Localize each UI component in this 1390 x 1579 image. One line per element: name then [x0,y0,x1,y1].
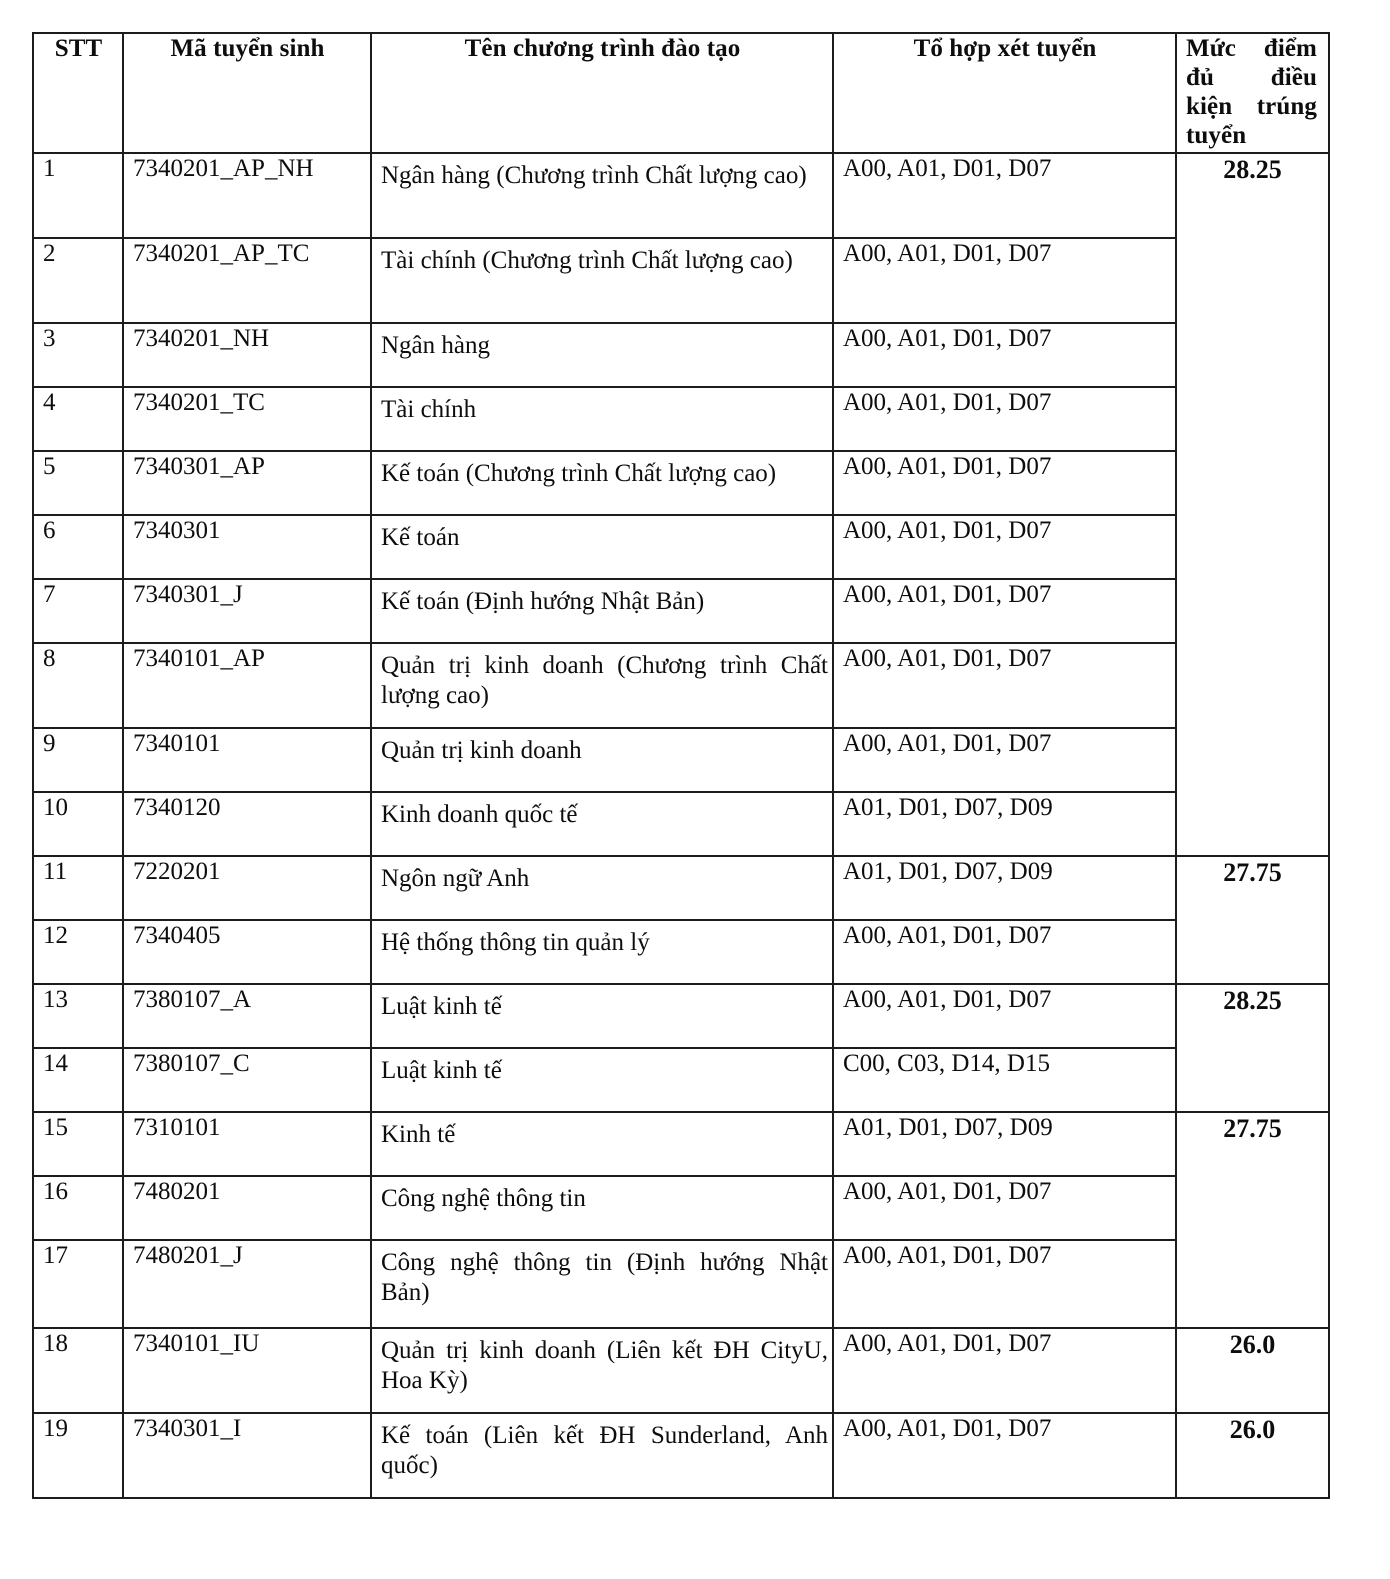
cell-subject-combination [833,238,1176,323]
cell-code [123,153,371,238]
cell-program-name-text: Kinh doanh quốc tế [381,801,578,828]
cell-code [123,515,371,579]
cell-subject-combination [833,856,1176,920]
cell-stt [33,451,123,515]
column-header-stt-label: STT [54,35,103,62]
cell-program-name [371,643,833,728]
cell-code-text: 7340301 [133,517,221,544]
cell-score [1176,1413,1329,1498]
cell-subject-combination [833,1240,1176,1328]
cell-stt-text: 7 [43,581,56,608]
cell-subject-combination [833,792,1176,856]
cell-program-name [371,1112,833,1176]
table-row [33,1048,1329,1112]
cell-code [123,387,371,451]
cell-program-name-text: Công nghệ thông tin (Định hướng Nhật Bản) [381,1249,828,1306]
cell-code [123,1240,371,1328]
cell-code [123,1328,371,1413]
cell-stt [33,856,123,920]
cell-code-text: 7480201_J [133,1242,243,1269]
column-header-program-name-label: Tên chương trình đào tạo [464,35,741,62]
table-row [33,792,1329,856]
cell-program-name-text: Kế toán [381,524,460,551]
cell-program-name-text: Quản trị kinh doanh [381,737,582,764]
cell-program-name [371,1176,833,1240]
cell-code [123,1413,371,1498]
table-row [33,387,1329,451]
cell-subject-combination-text: A00, A01, D01, D07 [843,645,1052,672]
cell-program-name-text: Kế toán (Chương trình Chất lượng cao) [381,460,777,487]
cell-stt-text: 17 [43,1242,68,1269]
cell-code [123,643,371,728]
cell-stt-text: 16 [43,1178,68,1205]
cell-subject-combination-text: A00, A01, D01, D07 [843,1415,1052,1442]
cell-code [123,1048,371,1112]
cell-stt-text: 5 [43,453,56,480]
cell-stt-text: 10 [43,794,68,821]
cell-stt-text: 2 [43,240,56,267]
cell-program-name [371,792,833,856]
cell-subject-combination [833,451,1176,515]
cell-program-name-text: Luật kinh tế [381,1057,502,1084]
cell-code [123,984,371,1048]
cell-program-name [371,579,833,643]
cell-code-text: 7340101_AP [133,645,265,672]
column-header-score-label: Mức điểm đủ điều kiện trúng tuyển [1186,35,1317,149]
cell-code-text: 7340201_AP_NH [133,155,314,182]
cell-stt-text: 19 [43,1415,68,1442]
column-header-code-label: Mã tuyển sinh [170,35,325,62]
cell-subject-combination [833,643,1176,728]
cell-program-name [371,856,833,920]
table-row [33,1413,1329,1498]
cell-subject-combination-text: A00, A01, D01, D07 [843,986,1052,1013]
cell-code-text: 7380107_A [133,986,252,1013]
cell-code-text: 7340201_AP_TC [133,240,310,267]
cell-score [1176,1328,1329,1413]
cell-score-text: 27.75 [1223,858,1282,887]
cell-subject-combination-text: A00, A01, D01, D07 [843,581,1052,608]
cell-program-name-text: Kinh tế [381,1121,456,1148]
cell-code [123,579,371,643]
cell-subject-combination [833,1328,1176,1413]
cell-program-name [371,920,833,984]
cell-stt [33,579,123,643]
cell-stt [33,1328,123,1413]
table-row [33,1328,1329,1413]
table-row [33,451,1329,515]
cell-code-text: 7340301_I [133,1415,242,1442]
cell-subject-combination-text: A00, A01, D01, D07 [843,1242,1052,1269]
column-header-subject-combination [833,33,1176,153]
cell-code [123,792,371,856]
cell-code-text: 7480201 [133,1178,221,1205]
cell-stt-text: 14 [43,1050,68,1077]
admissions-score-sheet [32,32,1328,1499]
cell-score-text: 26.0 [1229,1330,1276,1359]
cell-stt-text: 11 [43,858,68,885]
cell-score [1176,1112,1329,1328]
cell-code [123,451,371,515]
cell-stt [33,792,123,856]
column-header-subject-combination-label: Tổ hợp xét tuyển [913,35,1097,62]
cell-program-name [371,1048,833,1112]
header-row [33,33,1329,153]
cell-subject-combination [833,984,1176,1048]
cell-stt [33,984,123,1048]
cell-stt [33,1048,123,1112]
cell-subject-combination [833,387,1176,451]
cell-subject-combination [833,728,1176,792]
cell-subject-combination [833,920,1176,984]
table-row [33,920,1329,984]
cell-code-text: 7310101 [133,1114,221,1141]
cell-stt-text: 8 [43,645,56,672]
cell-subject-combination [833,579,1176,643]
table-row [33,579,1329,643]
cell-code [123,728,371,792]
cell-subject-combination-text: A00, A01, D01, D07 [843,325,1052,352]
cell-program-name-text: Luật kinh tế [381,993,502,1020]
cell-stt [33,238,123,323]
cell-program-name [371,153,833,238]
cell-code-text: 7340101_IU [133,1330,260,1357]
cell-program-name [371,451,833,515]
cell-program-name-text: Tài chính [381,396,477,423]
cell-subject-combination-text: A00, A01, D01, D07 [843,240,1052,267]
cell-subject-combination-text: A00, A01, D01, D07 [843,1330,1052,1357]
cell-code-text: 7220201 [133,858,221,885]
cell-subject-combination-text: A00, A01, D01, D07 [843,453,1052,480]
cell-stt-text: 3 [43,325,56,352]
cell-stt-text: 1 [43,155,56,182]
cell-stt [33,153,123,238]
cell-program-name-text: Ngôn ngữ Anh [381,865,530,892]
cell-code [123,920,371,984]
cell-program-name-text: Hệ thống thông tin quản lý [381,929,650,956]
cell-code-text: 7340301_J [133,581,243,608]
cell-program-name-text: Công nghệ thông tin [381,1185,586,1212]
cell-subject-combination-text: A00, A01, D01, D07 [843,922,1052,949]
cell-stt [33,387,123,451]
cell-subject-combination-text: A01, D01, D07, D09 [843,1114,1053,1141]
table-row [33,1240,1329,1328]
cell-stt [33,728,123,792]
cell-code [123,856,371,920]
table-row [33,643,1329,728]
table-row [33,515,1329,579]
cell-program-name [371,1413,833,1498]
cell-program-name [371,387,833,451]
column-header-stt [33,33,123,153]
cell-stt [33,1112,123,1176]
cell-stt [33,643,123,728]
cell-stt-text: 9 [43,730,56,757]
cell-subject-combination-text: A01, D01, D07, D09 [843,858,1053,885]
cell-subject-combination-text: A00, A01, D01, D07 [843,730,1052,757]
cell-stt [33,1240,123,1328]
table-row [33,984,1329,1048]
cell-program-name-text: Kế toán (Định hướng Nhật Bản) [381,588,705,615]
cell-score [1176,984,1329,1112]
cell-stt-text: 4 [43,389,56,416]
cell-code-text: 7340120 [133,794,221,821]
column-header-program-name [371,33,833,153]
cell-subject-combination-text: C00, C03, D14, D15 [843,1050,1050,1077]
cell-stt [33,323,123,387]
cell-stt-text: 18 [43,1330,68,1357]
cell-program-name [371,728,833,792]
cell-score-text: 27.75 [1223,1114,1282,1143]
cell-subject-combination-text: A00, A01, D01, D07 [843,155,1052,182]
admissions-table [32,32,1330,1499]
cell-code [123,1176,371,1240]
cell-subject-combination [833,153,1176,238]
cell-code-text: 7340201_TC [133,389,265,416]
cell-subject-combination-text: A00, A01, D01, D07 [843,517,1052,544]
table-row [33,728,1329,792]
cell-score-text: 26.0 [1229,1415,1276,1444]
table-body [33,153,1329,1498]
column-header-code [123,33,371,153]
cell-subject-combination [833,1112,1176,1176]
cell-code-text: 7340405 [133,922,221,949]
cell-program-name [371,238,833,323]
cell-program-name-text: Kế toán (Liên kết ĐH Sunderland, Anh quốc) [381,1422,828,1479]
cell-subject-combination-text: A00, A01, D01, D07 [843,389,1052,416]
cell-subject-combination-text: A01, D01, D07, D09 [843,794,1053,821]
cell-score [1176,153,1329,856]
cell-program-name [371,1240,833,1328]
cell-code-text: 7340201_NH [133,325,270,352]
cell-stt [33,515,123,579]
cell-stt-text: 15 [43,1114,68,1141]
cell-subject-combination [833,323,1176,387]
cell-program-name-text: Quản trị kinh doanh (Liên kết ĐH CityU, Hoa Kỳ) [381,1337,828,1394]
cell-code-text: 7340101 [133,730,221,757]
table-row [33,153,1329,238]
cell-program-name [371,515,833,579]
cell-code-text: 7340301_AP [133,453,265,480]
cell-program-name [371,323,833,387]
cell-subject-combination-text: A00, A01, D01, D07 [843,1178,1052,1205]
cell-code [123,238,371,323]
cell-program-name-text: Tài chính (Chương trình Chất lượng cao) [381,247,793,274]
table-row [33,1112,1329,1176]
cell-program-name-text: Ngân hàng (Chương trình Chất lượng cao) [381,162,807,189]
cell-subject-combination [833,1413,1176,1498]
cell-code-text: 7380107_C [133,1050,250,1077]
table-header [33,33,1329,153]
table-row [33,238,1329,323]
cell-program-name-text: Ngân hàng [381,332,490,359]
cell-program-name-text: Quản trị kinh doanh (Chương trình Chất lượng cao) [381,652,828,709]
cell-score-text: 28.25 [1223,155,1282,184]
cell-stt [33,1413,123,1498]
cell-score-text: 28.25 [1223,986,1282,1015]
cell-stt-text: 6 [43,517,56,544]
cell-subject-combination [833,1048,1176,1112]
cell-subject-combination [833,1176,1176,1240]
table-row [33,1176,1329,1240]
cell-code [123,1112,371,1176]
cell-stt-text: 12 [43,922,68,949]
table-row [33,856,1329,920]
cell-program-name [371,1328,833,1413]
table-row [33,323,1329,387]
cell-program-name [371,984,833,1048]
cell-score [1176,856,1329,984]
cell-code [123,323,371,387]
column-header-score [1176,33,1329,153]
cell-stt-text: 13 [43,986,68,1013]
cell-stt [33,1176,123,1240]
cell-stt [33,920,123,984]
cell-subject-combination [833,515,1176,579]
